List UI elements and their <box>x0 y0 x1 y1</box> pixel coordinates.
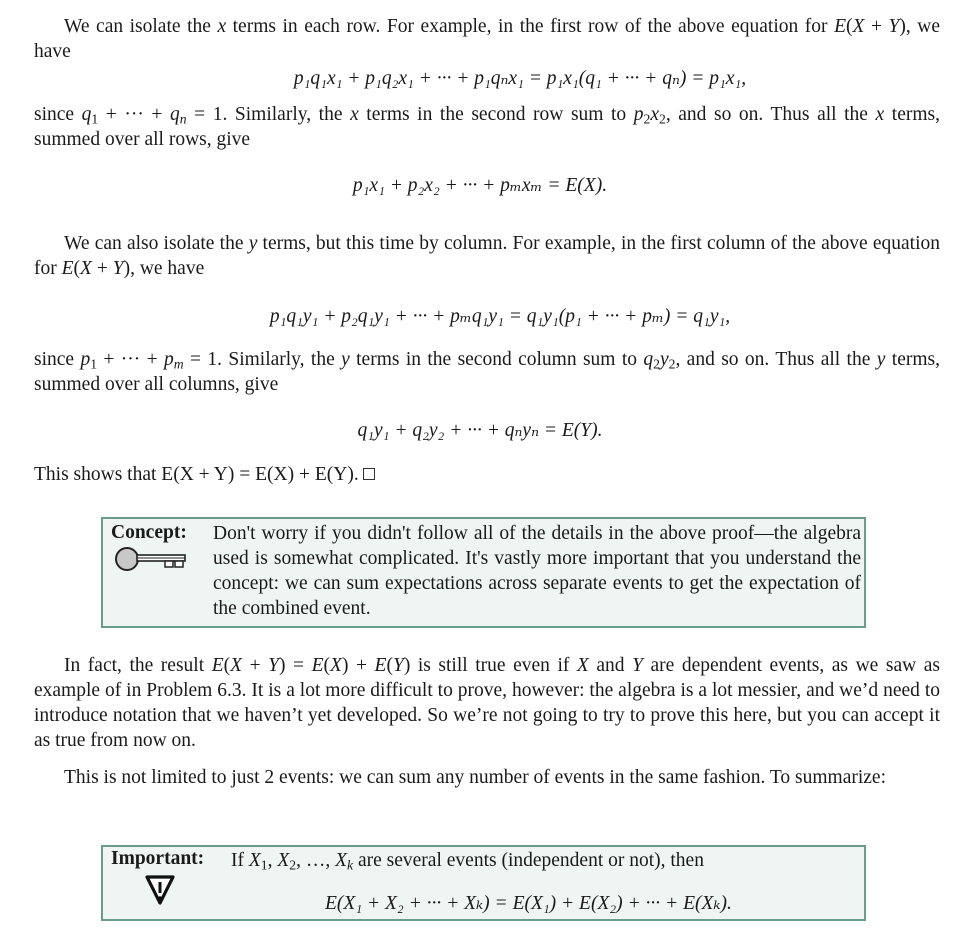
qed-square-icon <box>363 468 375 480</box>
important-box <box>101 845 866 921</box>
equation-y-column: p₁q₁y₁ + p₂q₁y₁ + ··· + pₘq₁y₁ = q₁y₁(p₁ + ··· + pₘ) = q₁y₁, <box>269 306 731 327</box>
paragraph-dependent-events: In fact, the result E(X + Y) = E(X) + E(Y) is still true even if X and Y are dependent events, as we saw as example of in Problem 6.3. It is a lot more difficult to prove, however: the algebra is a lot messier, and we’d need to introduce notation that we haven’t yet developed. So we’re not going to try to prove this here, but you can accept it as true from now on. <box>34 655 940 751</box>
key-icon <box>115 546 189 572</box>
paragraph-y-sum: since $p_1$ + ··· + $p_m = 1$. Similarly, the y terms in the second column sum to $q_2y_2$, and so on. Thus all the y terms, summed over all columns, give <box>34 349 940 395</box>
equation-x-row: p₁q₁x₁ + p₁q₂x₁ + ··· + p₁qₙx₁ = p₁x₁(q₁ + ··· + qₙ) = p₁x₁, <box>293 68 747 89</box>
equation-ey: q₁y₁ + q₂y₂ + ··· + qₙyₙ = E(Y). <box>357 420 603 441</box>
paragraph-x-sum: since $q_1$ + ··· + $q_n = 1$. Similarly, the x terms in the second row sum to $p_2x_2$, and so on. Thus all the x terms, summed over all rows, give <box>34 104 940 150</box>
equation-ex: p₁x₁ + p₂x₂ + ··· + pₘxₘ = E(X). <box>352 175 608 196</box>
concept-text: Don't worry if you didn't follow all of the details in the above proof—the algebra used is somewhat complicated. It's vastly more important that you understand the concept: we can sum expectations across separate events to get the expectation of the combined event. <box>213 523 861 619</box>
important-equation: E(X₁ + X₂ + ··· + Xₖ) = E(X₁) + E(X₂) + ··· + E(Xₖ). <box>325 893 732 914</box>
conclusion-text: This shows that E(X + Y) = E(X) + E(Y). <box>34 464 359 485</box>
important-text: If $X_1$, $X_2$, …, $X_k$ are several events (independent or not), then <box>231 850 704 873</box>
concept-box <box>101 517 866 628</box>
paragraph-summarize: This is not limited to just 2 events: we can sum any number of events in the same fashion. To summarize: <box>64 767 886 788</box>
warning-icon <box>143 873 177 907</box>
paragraph-conclusion <box>34 462 940 487</box>
important-label: Important: <box>111 848 205 869</box>
paragraph-isolate-y: We can also isolate the y terms, but this time by column. For example, in the first column of the above equation for E(X + Y), we have <box>34 233 940 279</box>
paragraph-isolate-x: We can isolate the x terms in each row. For example, in the first row of the above equation for E(X + Y), we have <box>34 16 940 62</box>
concept-label: Concept: <box>111 522 187 543</box>
